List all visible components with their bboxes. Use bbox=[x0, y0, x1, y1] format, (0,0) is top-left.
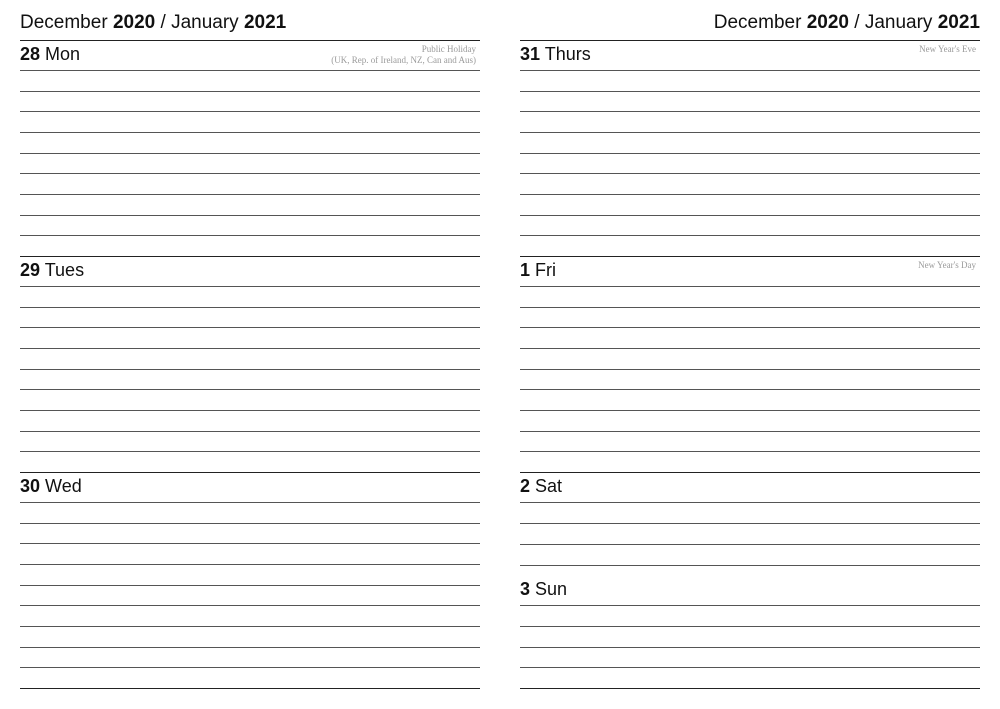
holiday-note bbox=[918, 260, 976, 271]
day-block-sat bbox=[520, 472, 980, 576]
writing-line[interactable] bbox=[520, 70, 980, 71]
holiday-note-line-1: New Year's Eve bbox=[919, 44, 976, 54]
day-number: 1 bbox=[520, 260, 531, 280]
writing-line[interactable] bbox=[520, 348, 980, 349]
writing-line[interactable] bbox=[20, 327, 480, 328]
writing-line[interactable] bbox=[20, 348, 480, 349]
writing-line[interactable] bbox=[20, 215, 480, 216]
header-separator: / bbox=[854, 12, 860, 33]
writing-line[interactable] bbox=[20, 91, 480, 92]
day-number: 3 bbox=[520, 579, 531, 599]
writing-line[interactable] bbox=[20, 523, 480, 524]
day-name: Mon bbox=[45, 44, 81, 64]
writing-line[interactable] bbox=[520, 389, 980, 390]
header-month-1: December bbox=[713, 12, 802, 33]
day-header bbox=[520, 256, 980, 286]
holiday-note-line-1: Public Holiday bbox=[421, 44, 476, 54]
writing-line[interactable] bbox=[520, 502, 980, 503]
writing-line[interactable] bbox=[20, 369, 480, 370]
writing-line[interactable] bbox=[20, 543, 480, 544]
right-page bbox=[520, 0, 980, 709]
writing-line[interactable] bbox=[20, 153, 480, 154]
day-number: 29 bbox=[20, 260, 41, 280]
day-block-tues bbox=[20, 256, 480, 472]
writing-line[interactable] bbox=[520, 410, 980, 411]
day-name: Tues bbox=[44, 260, 85, 280]
writing-line[interactable] bbox=[520, 605, 980, 606]
writing-line[interactable] bbox=[20, 451, 480, 452]
header-year-1: 2020 bbox=[806, 12, 849, 33]
page-header bbox=[20, 12, 480, 34]
writing-line[interactable] bbox=[520, 431, 980, 432]
writing-line[interactable] bbox=[520, 286, 980, 287]
day-name: Sun bbox=[535, 579, 568, 599]
day-block-fri bbox=[520, 256, 980, 472]
writing-line[interactable] bbox=[20, 667, 480, 668]
writing-line[interactable] bbox=[520, 451, 980, 452]
day-block-wed bbox=[20, 472, 480, 688]
writing-line[interactable] bbox=[20, 389, 480, 390]
day-block-thurs bbox=[520, 40, 980, 256]
left-page bbox=[20, 0, 480, 709]
day-title bbox=[520, 260, 556, 281]
writing-line[interactable] bbox=[520, 565, 980, 566]
holiday-note bbox=[331, 44, 476, 65]
writing-line[interactable] bbox=[520, 523, 980, 524]
writing-line[interactable] bbox=[20, 111, 480, 112]
holiday-note bbox=[919, 44, 976, 55]
header-month-2: January bbox=[171, 12, 239, 33]
writing-line[interactable] bbox=[20, 605, 480, 606]
writing-line[interactable] bbox=[20, 194, 480, 195]
writing-line[interactable] bbox=[520, 327, 980, 328]
writing-line[interactable] bbox=[20, 564, 480, 565]
writing-line[interactable] bbox=[520, 173, 980, 174]
writing-line[interactable] bbox=[520, 647, 980, 648]
page-header bbox=[520, 12, 980, 34]
day-divider bbox=[520, 688, 980, 689]
writing-line[interactable] bbox=[520, 91, 980, 92]
day-block-sun bbox=[520, 575, 980, 688]
day-header bbox=[20, 256, 480, 286]
day-title bbox=[520, 579, 567, 600]
writing-line[interactable] bbox=[520, 307, 980, 308]
header-month-2: January bbox=[864, 12, 933, 33]
writing-line[interactable] bbox=[20, 585, 480, 586]
day-title bbox=[20, 44, 80, 65]
writing-line[interactable] bbox=[520, 544, 980, 545]
day-title bbox=[20, 476, 82, 497]
writing-line[interactable] bbox=[520, 194, 980, 195]
writing-line[interactable] bbox=[520, 153, 980, 154]
writing-line[interactable] bbox=[520, 369, 980, 370]
writing-line[interactable] bbox=[20, 626, 480, 627]
holiday-note-line-2: (UK, Rep. of Ireland, NZ, Can and Aus) bbox=[331, 54, 476, 65]
day-name: Fri bbox=[535, 260, 557, 280]
writing-line[interactable] bbox=[20, 431, 480, 432]
writing-line[interactable] bbox=[520, 235, 980, 236]
writing-line[interactable] bbox=[520, 215, 980, 216]
writing-line[interactable] bbox=[20, 502, 480, 503]
writing-line[interactable] bbox=[20, 235, 480, 236]
writing-line[interactable] bbox=[20, 132, 480, 133]
day-number: 2 bbox=[520, 476, 531, 496]
writing-line[interactable] bbox=[20, 307, 480, 308]
header-year-2: 2021 bbox=[243, 12, 287, 33]
day-header bbox=[20, 40, 480, 70]
writing-line[interactable] bbox=[20, 70, 480, 71]
day-title bbox=[20, 260, 84, 281]
writing-line[interactable] bbox=[20, 173, 480, 174]
writing-line[interactable] bbox=[20, 647, 480, 648]
day-name: Thurs bbox=[544, 44, 591, 64]
day-title bbox=[520, 476, 562, 497]
header-separator: / bbox=[160, 12, 166, 33]
writing-line[interactable] bbox=[20, 286, 480, 287]
writing-line[interactable] bbox=[520, 132, 980, 133]
day-number: 30 bbox=[20, 476, 41, 496]
day-header bbox=[520, 40, 980, 70]
writing-line[interactable] bbox=[520, 626, 980, 627]
day-name: Sat bbox=[535, 476, 563, 496]
day-header bbox=[20, 472, 480, 502]
header-year-1: 2020 bbox=[112, 12, 156, 33]
day-name: Wed bbox=[45, 476, 82, 496]
day-block-mon bbox=[20, 40, 480, 256]
writing-line[interactable] bbox=[520, 111, 980, 112]
day-header bbox=[520, 472, 980, 502]
day-title bbox=[520, 44, 591, 65]
day-header bbox=[520, 575, 980, 605]
day-divider bbox=[20, 688, 480, 689]
writing-line[interactable] bbox=[20, 410, 480, 411]
header-month-1: December bbox=[20, 12, 108, 33]
day-number: 31 bbox=[520, 44, 541, 64]
writing-line[interactable] bbox=[520, 667, 980, 668]
header-year-2: 2021 bbox=[937, 12, 980, 33]
holiday-note-line-1: New Year's Day bbox=[918, 260, 976, 270]
day-number: 28 bbox=[20, 44, 41, 64]
